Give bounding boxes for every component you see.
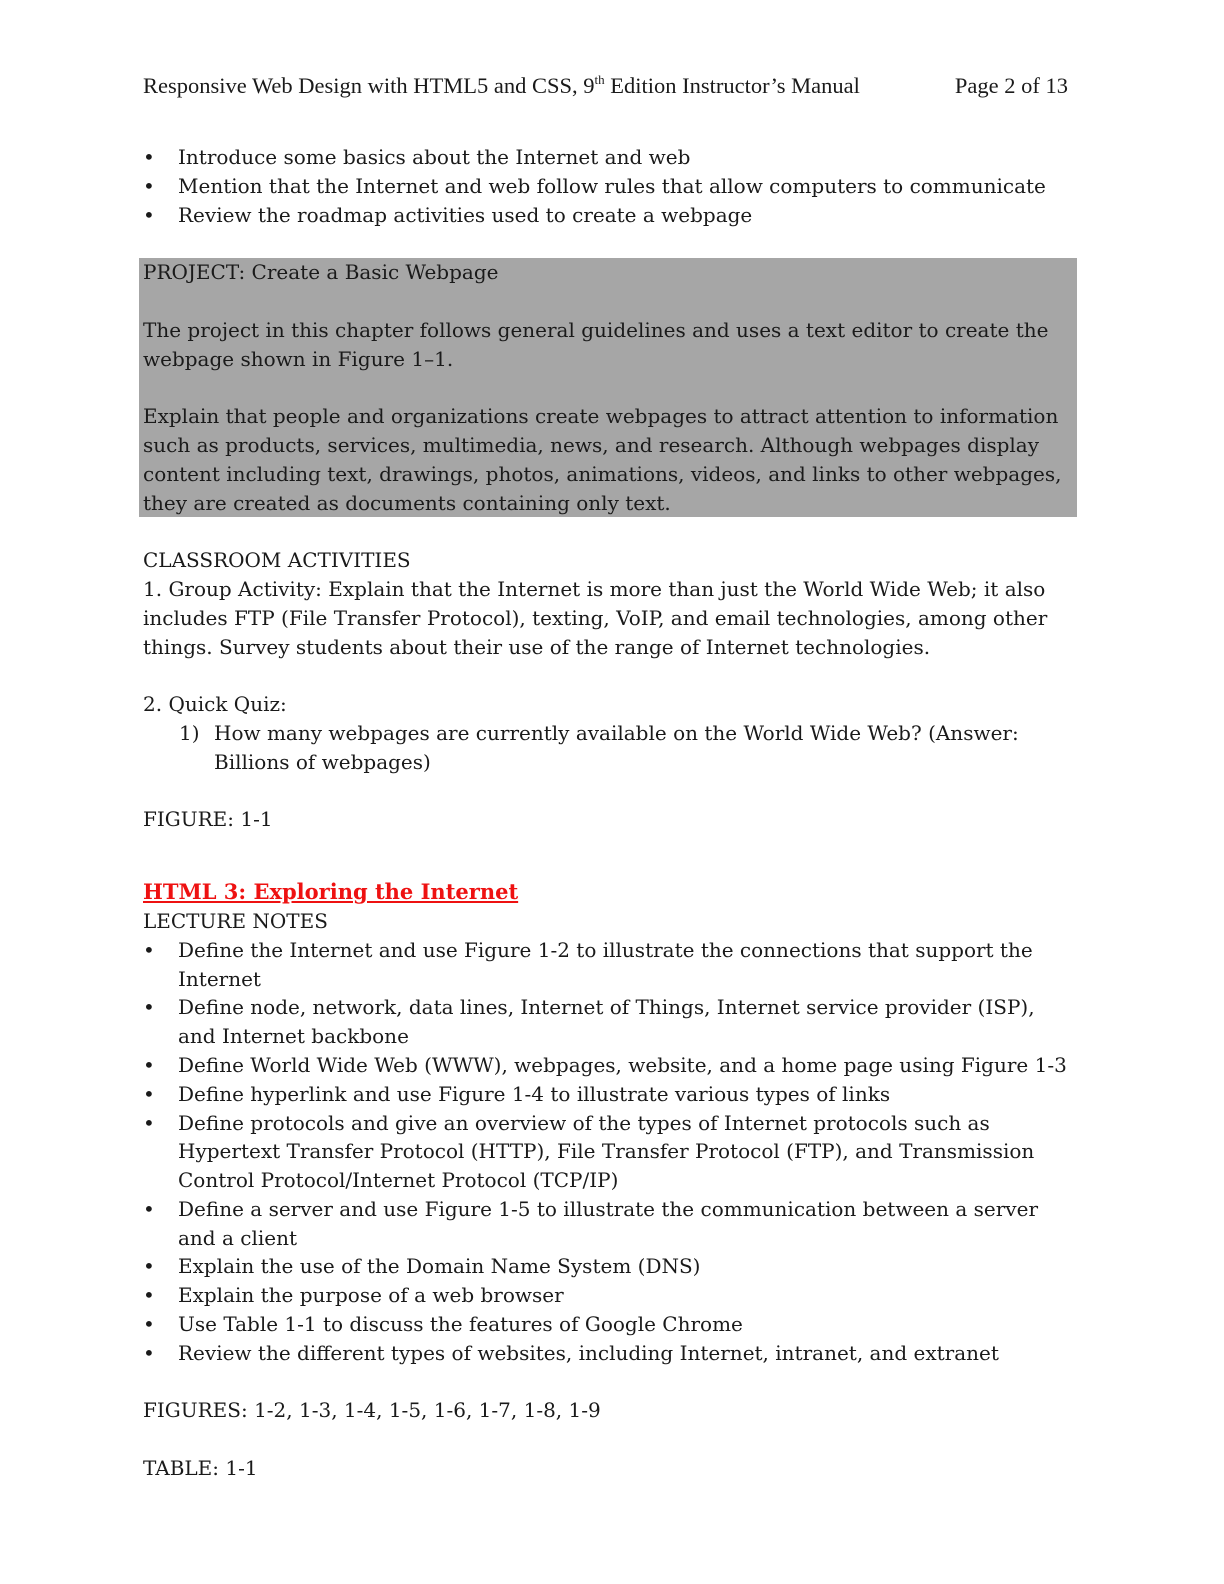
list-item: • Define protocols and give an overview of the types of Internet protocols such as Hypertext Transfer Protocol (HTTP), File Transfer Protocol (FTP), and Transmission Control Protocol/Internet Protocol (TCP/IP) [143, 1110, 1035, 1193]
header-title: Responsive Web Design with HTML5 and CSS, 9th Edition Instructor’s Manual [143, 72, 860, 98]
list-item: • Define World Wide Web (WWW), webpages, website, and a home page using Figure 1-3 [143, 1051, 1073, 1080]
list-item: • Define node, network, data lines, Internet of Things, Internet service provider (ISP), and Internet backbone [143, 995, 1035, 1049]
figures-reference: FIGURES: 1-2, 1-3, 1-4, 1-5, 1-6, 1-7, 1-8, 1-9 [143, 1398, 601, 1423]
quiz-title: 2. Quick Quiz: [143, 692, 287, 717]
bullet-icon: • [143, 1340, 155, 1365]
list-item: • Define a server and use Figure 1-5 to illustrate the communication between a server and a client [143, 1196, 1038, 1250]
intro-bullet-list [143, 143, 1073, 229]
page-header [143, 70, 1073, 102]
figure-reference: FIGURE: 1-1 [143, 807, 273, 832]
list-item: • Review the roadmap activities used to create a webpage [143, 201, 1073, 230]
section-heading: HTML 3: Exploring the Internet [143, 879, 519, 905]
group-activity: 1. Group Activity: Explain that the Internet is more than just the World Wide Web; it also includes FTP (File Transfer Protocol), texting, VoIP, and email technologies, among other things. Survey students about their use of the range of Internet technologies. [143, 576, 1048, 659]
project-paragraph: Explain that people and organizations create webpages to attract attention to information such as products, services, multimedia, news, and research. Although webpages display content including text, drawings, photos, animations, videos, and links to other webpages, they are created as documents containing only text. [143, 404, 1062, 515]
bullet-icon: • [143, 1110, 155, 1135]
bullet-icon: • [143, 1254, 155, 1279]
bullet-icon: • [143, 1312, 155, 1337]
project-title: PROJECT: Create a Basic Webpage [143, 260, 499, 285]
list-item: • Explain the use of the Domain Name System (DNS) [143, 1252, 1073, 1281]
lecture-notes-heading: LECTURE NOTES [143, 908, 328, 933]
table-reference: TABLE: 1-1 [143, 1456, 258, 1481]
bullet-icon: • [143, 995, 155, 1020]
list-item: • Define the Internet and use Figure 1-2 to illustrate the connections that support the Internet [143, 937, 1033, 991]
list-item: • Define hyperlink and use Figure 1-4 to illustrate various types of links [143, 1080, 1073, 1109]
classroom-heading: CLASSROOM ACTIVITIES [143, 548, 411, 573]
list-item: • Review the different types of websites, including Internet, intranet, and extranet [143, 1339, 1073, 1368]
list-item: • Mention that the Internet and web follow rules that allow computers to communicate [143, 172, 1073, 201]
list-item: • Use Table 1-1 to discuss the features of Google Chrome [143, 1310, 1073, 1339]
list-item: • Explain the purpose of a web browser [143, 1281, 1073, 1310]
project-box [139, 258, 1077, 517]
page-number: Page 2 of 13 [954, 73, 1068, 98]
list-item: • Introduce some basics about the Internet and web [143, 143, 1073, 172]
bullet-icon: • [143, 1052, 155, 1077]
document-page [143, 70, 1073, 1483]
bullet-icon: • [143, 1196, 155, 1221]
quiz-list [143, 719, 1073, 777]
bullet-icon: • [143, 1081, 155, 1106]
lecture-bullet-list [143, 936, 1073, 1368]
quiz-number: 1) [179, 720, 200, 745]
bullet-icon: • [143, 145, 155, 169]
bullet-icon: • [143, 173, 155, 198]
bullet-icon: • [143, 1283, 155, 1308]
bullet-icon: • [143, 202, 155, 227]
bullet-icon: • [143, 937, 155, 962]
list-item: 1) How many webpages are currently available on the World Wide Web? (Answer: Billions of webpages) [179, 720, 1019, 774]
project-paragraph: The project in this chapter follows general guidelines and uses a text editor to create the webpage shown in Figure 1–1. [143, 317, 1049, 371]
